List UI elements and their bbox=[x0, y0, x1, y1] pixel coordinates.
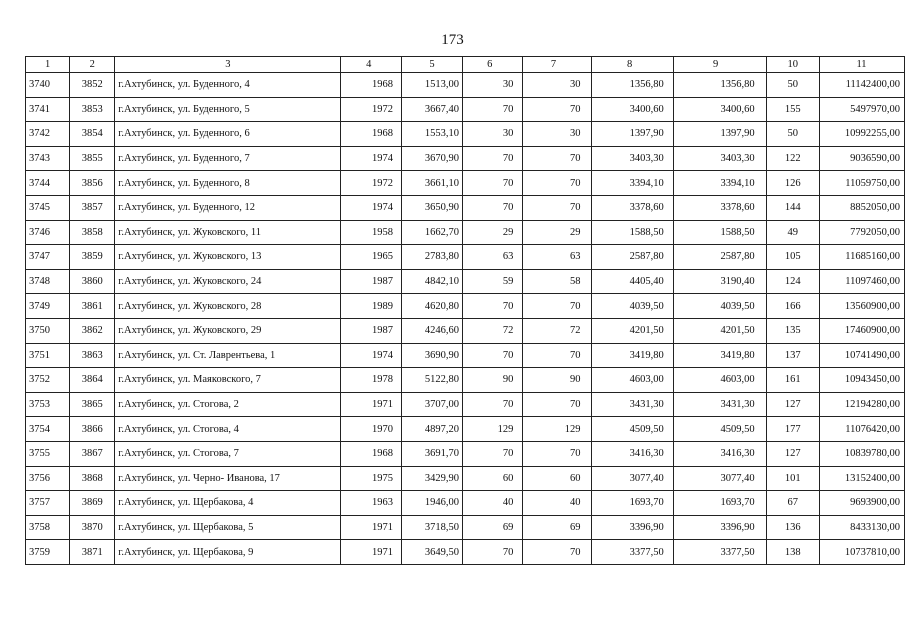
year-built-cell: 1972 bbox=[341, 171, 402, 196]
col10-value-cell: 50 bbox=[766, 122, 819, 147]
cost-value-cell: 10839780,00 bbox=[820, 441, 905, 466]
cost-value-cell: 11059750,00 bbox=[820, 171, 905, 196]
address-cell: г.Ахтубинск, ул. Буденного, 4 bbox=[115, 73, 341, 98]
col8-area-cell: 3077,40 bbox=[592, 466, 673, 491]
record-id-cell: 3747 bbox=[26, 245, 70, 270]
total-area-cell: 2783,80 bbox=[402, 245, 463, 270]
table-row bbox=[26, 540, 905, 565]
col7-value-cell: 70 bbox=[523, 392, 592, 417]
property-id-cell: 3867 bbox=[70, 441, 115, 466]
col8-area-cell: 3378,60 bbox=[592, 195, 673, 220]
property-id-cell: 3855 bbox=[70, 146, 115, 171]
col10-value-cell: 144 bbox=[766, 195, 819, 220]
cost-value-cell: 12194280,00 bbox=[820, 392, 905, 417]
total-area-cell: 1513,00 bbox=[402, 73, 463, 98]
total-area-cell: 3690,90 bbox=[402, 343, 463, 368]
table-row bbox=[26, 515, 905, 540]
column-header: 5 bbox=[402, 57, 463, 73]
col10-value-cell: 50 bbox=[766, 73, 819, 98]
col7-value-cell: 58 bbox=[523, 269, 592, 294]
table-row bbox=[26, 122, 905, 147]
cost-value-cell: 8433130,00 bbox=[820, 515, 905, 540]
total-area-cell: 1553,10 bbox=[402, 122, 463, 147]
year-built-cell: 1974 bbox=[341, 146, 402, 171]
total-area-cell: 1946,00 bbox=[402, 491, 463, 516]
col6-value-cell: 30 bbox=[463, 122, 523, 147]
record-id-cell: 3750 bbox=[26, 318, 70, 343]
col8-area-cell: 3394,10 bbox=[592, 171, 673, 196]
col8-area-cell: 1693,70 bbox=[592, 491, 673, 516]
col8-area-cell: 3419,80 bbox=[592, 343, 673, 368]
table-row bbox=[26, 343, 905, 368]
property-id-cell: 3860 bbox=[70, 269, 115, 294]
property-id-cell: 3854 bbox=[70, 122, 115, 147]
address-cell: г.Ахтубинск, ул. Щербакова, 5 bbox=[115, 515, 341, 540]
address-cell: г.Ахтубинск, ул. Жуковского, 13 bbox=[115, 245, 341, 270]
property-id-cell: 3865 bbox=[70, 392, 115, 417]
col7-value-cell: 90 bbox=[523, 368, 592, 393]
column-header: 4 bbox=[341, 57, 402, 73]
year-built-cell: 1963 bbox=[341, 491, 402, 516]
record-id-cell: 3742 bbox=[26, 122, 70, 147]
year-built-cell: 1958 bbox=[341, 220, 402, 245]
address-cell: г.Ахтубинск, ул. Жуковского, 24 bbox=[115, 269, 341, 294]
property-id-cell: 3859 bbox=[70, 245, 115, 270]
column-number-header-row bbox=[26, 57, 905, 73]
col7-value-cell: 63 bbox=[523, 245, 592, 270]
table-row bbox=[26, 368, 905, 393]
record-id-cell: 3755 bbox=[26, 441, 70, 466]
record-id-cell: 3745 bbox=[26, 195, 70, 220]
year-built-cell: 1975 bbox=[341, 466, 402, 491]
col7-value-cell: 29 bbox=[523, 220, 592, 245]
col8-area-cell: 3416,30 bbox=[592, 441, 673, 466]
year-built-cell: 1968 bbox=[341, 122, 402, 147]
record-id-cell: 3741 bbox=[26, 97, 70, 122]
year-built-cell: 1971 bbox=[341, 540, 402, 565]
record-id-cell: 3746 bbox=[26, 220, 70, 245]
col10-value-cell: 101 bbox=[766, 466, 819, 491]
col6-value-cell: 70 bbox=[463, 171, 523, 196]
total-area-cell: 3707,00 bbox=[402, 392, 463, 417]
col10-value-cell: 138 bbox=[766, 540, 819, 565]
address-cell: г.Ахтубинск, ул. Жуковского, 28 bbox=[115, 294, 341, 319]
total-area-cell: 3691,70 bbox=[402, 441, 463, 466]
table-row bbox=[26, 245, 905, 270]
column-header: 11 bbox=[820, 57, 905, 73]
total-area-cell: 4842,10 bbox=[402, 269, 463, 294]
col6-value-cell: 70 bbox=[463, 392, 523, 417]
year-built-cell: 1971 bbox=[341, 392, 402, 417]
table-body bbox=[26, 73, 905, 565]
address-cell: г.Ахтубинск, ул. Стогова, 2 bbox=[115, 392, 341, 417]
col10-value-cell: 177 bbox=[766, 417, 819, 442]
total-area-cell: 3718,50 bbox=[402, 515, 463, 540]
col6-value-cell: 63 bbox=[463, 245, 523, 270]
address-cell: г.Ахтубинск, ул. Черно- Иванова, 17 bbox=[115, 466, 341, 491]
total-area-cell: 4620,80 bbox=[402, 294, 463, 319]
column-header: 2 bbox=[70, 57, 115, 73]
col6-value-cell: 70 bbox=[463, 441, 523, 466]
column-header: 10 bbox=[766, 57, 819, 73]
cost-value-cell: 13152400,00 bbox=[820, 466, 905, 491]
year-built-cell: 1970 bbox=[341, 417, 402, 442]
column-header: 1 bbox=[26, 57, 70, 73]
record-id-cell: 3759 bbox=[26, 540, 70, 565]
property-id-cell: 3853 bbox=[70, 97, 115, 122]
col7-value-cell: 70 bbox=[523, 195, 592, 220]
total-area-cell: 4246,60 bbox=[402, 318, 463, 343]
address-cell: г.Ахтубинск, ул. Буденного, 12 bbox=[115, 195, 341, 220]
col8-area-cell: 3377,50 bbox=[592, 540, 673, 565]
property-id-cell: 3869 bbox=[70, 491, 115, 516]
col8-area-cell: 3396,90 bbox=[592, 515, 673, 540]
col9-area-cell: 4509,50 bbox=[673, 417, 766, 442]
col10-value-cell: 127 bbox=[766, 392, 819, 417]
col6-value-cell: 70 bbox=[463, 97, 523, 122]
col7-value-cell: 30 bbox=[523, 122, 592, 147]
table-row bbox=[26, 318, 905, 343]
col6-value-cell: 40 bbox=[463, 491, 523, 516]
year-built-cell: 1978 bbox=[341, 368, 402, 393]
col10-value-cell: 136 bbox=[766, 515, 819, 540]
col8-area-cell: 4039,50 bbox=[592, 294, 673, 319]
col7-value-cell: 70 bbox=[523, 343, 592, 368]
col9-area-cell: 1588,50 bbox=[673, 220, 766, 245]
cost-value-cell: 9693900,00 bbox=[820, 491, 905, 516]
col9-area-cell: 3419,80 bbox=[673, 343, 766, 368]
column-header: 3 bbox=[115, 57, 341, 73]
col8-area-cell: 1588,50 bbox=[592, 220, 673, 245]
col10-value-cell: 127 bbox=[766, 441, 819, 466]
cost-value-cell: 10741490,00 bbox=[820, 343, 905, 368]
record-id-cell: 3744 bbox=[26, 171, 70, 196]
address-cell: г.Ахтубинск, ул. Маяковского, 7 bbox=[115, 368, 341, 393]
table-row bbox=[26, 269, 905, 294]
col7-value-cell: 129 bbox=[523, 417, 592, 442]
total-area-cell: 3649,50 bbox=[402, 540, 463, 565]
col9-area-cell: 3394,10 bbox=[673, 171, 766, 196]
property-id-cell: 3866 bbox=[70, 417, 115, 442]
col9-area-cell: 4603,00 bbox=[673, 368, 766, 393]
housing-register-table bbox=[25, 56, 905, 565]
col9-area-cell: 3400,60 bbox=[673, 97, 766, 122]
col6-value-cell: 70 bbox=[463, 294, 523, 319]
col10-value-cell: 161 bbox=[766, 368, 819, 393]
table-row bbox=[26, 491, 905, 516]
col9-area-cell: 2587,80 bbox=[673, 245, 766, 270]
cost-value-cell: 10992255,00 bbox=[820, 122, 905, 147]
cost-value-cell: 11097460,00 bbox=[820, 269, 905, 294]
col9-area-cell: 3190,40 bbox=[673, 269, 766, 294]
cost-value-cell: 11076420,00 bbox=[820, 417, 905, 442]
address-cell: г.Ахтубинск, ул. Буденного, 8 bbox=[115, 171, 341, 196]
property-id-cell: 3858 bbox=[70, 220, 115, 245]
col9-area-cell: 4201,50 bbox=[673, 318, 766, 343]
year-built-cell: 1968 bbox=[341, 73, 402, 98]
property-id-cell: 3864 bbox=[70, 368, 115, 393]
table-row bbox=[26, 392, 905, 417]
col8-area-cell: 4603,00 bbox=[592, 368, 673, 393]
col6-value-cell: 59 bbox=[463, 269, 523, 294]
col7-value-cell: 70 bbox=[523, 97, 592, 122]
column-header: 7 bbox=[523, 57, 592, 73]
col6-value-cell: 69 bbox=[463, 515, 523, 540]
table-row bbox=[26, 417, 905, 442]
col7-value-cell: 72 bbox=[523, 318, 592, 343]
table-row bbox=[26, 97, 905, 122]
cost-value-cell: 11142400,00 bbox=[820, 73, 905, 98]
col8-area-cell: 3431,30 bbox=[592, 392, 673, 417]
column-header: 8 bbox=[592, 57, 673, 73]
cost-value-cell: 13560900,00 bbox=[820, 294, 905, 319]
cost-value-cell: 11685160,00 bbox=[820, 245, 905, 270]
col8-area-cell: 3400,60 bbox=[592, 97, 673, 122]
col8-area-cell: 1397,90 bbox=[592, 122, 673, 147]
col6-value-cell: 70 bbox=[463, 343, 523, 368]
col9-area-cell: 1693,70 bbox=[673, 491, 766, 516]
col10-value-cell: 122 bbox=[766, 146, 819, 171]
property-id-cell: 3861 bbox=[70, 294, 115, 319]
property-id-cell: 3857 bbox=[70, 195, 115, 220]
col6-value-cell: 90 bbox=[463, 368, 523, 393]
property-id-cell: 3863 bbox=[70, 343, 115, 368]
year-built-cell: 1965 bbox=[341, 245, 402, 270]
col7-value-cell: 70 bbox=[523, 171, 592, 196]
record-id-cell: 3748 bbox=[26, 269, 70, 294]
total-area-cell: 3667,40 bbox=[402, 97, 463, 122]
record-id-cell: 3757 bbox=[26, 491, 70, 516]
year-built-cell: 1989 bbox=[341, 294, 402, 319]
cost-value-cell: 5497970,00 bbox=[820, 97, 905, 122]
col6-value-cell: 72 bbox=[463, 318, 523, 343]
address-cell: г.Ахтубинск, ул. Буденного, 7 bbox=[115, 146, 341, 171]
address-cell: г.Ахтубинск, ул. Буденного, 5 bbox=[115, 97, 341, 122]
record-id-cell: 3752 bbox=[26, 368, 70, 393]
col6-value-cell: 60 bbox=[463, 466, 523, 491]
record-id-cell: 3740 bbox=[26, 73, 70, 98]
col10-value-cell: 124 bbox=[766, 269, 819, 294]
year-built-cell: 1987 bbox=[341, 318, 402, 343]
col9-area-cell: 1397,90 bbox=[673, 122, 766, 147]
address-cell: г.Ахтубинск, ул. Стогова, 4 bbox=[115, 417, 341, 442]
cost-value-cell: 17460900,00 bbox=[820, 318, 905, 343]
col6-value-cell: 70 bbox=[463, 195, 523, 220]
col7-value-cell: 70 bbox=[523, 146, 592, 171]
col6-value-cell: 129 bbox=[463, 417, 523, 442]
col10-value-cell: 135 bbox=[766, 318, 819, 343]
col9-area-cell: 4039,50 bbox=[673, 294, 766, 319]
total-area-cell: 3429,90 bbox=[402, 466, 463, 491]
property-id-cell: 3868 bbox=[70, 466, 115, 491]
col9-area-cell: 3378,60 bbox=[673, 195, 766, 220]
page-number: 173 bbox=[441, 32, 464, 48]
total-area-cell: 3661,10 bbox=[402, 171, 463, 196]
col6-value-cell: 29 bbox=[463, 220, 523, 245]
record-id-cell: 3749 bbox=[26, 294, 70, 319]
col10-value-cell: 155 bbox=[766, 97, 819, 122]
col7-value-cell: 69 bbox=[523, 515, 592, 540]
year-built-cell: 1968 bbox=[341, 441, 402, 466]
col7-value-cell: 30 bbox=[523, 73, 592, 98]
cost-value-cell: 7792050,00 bbox=[820, 220, 905, 245]
cost-value-cell: 10737810,00 bbox=[820, 540, 905, 565]
col10-value-cell: 137 bbox=[766, 343, 819, 368]
record-id-cell: 3751 bbox=[26, 343, 70, 368]
col9-area-cell: 3431,30 bbox=[673, 392, 766, 417]
year-built-cell: 1971 bbox=[341, 515, 402, 540]
record-id-cell: 3758 bbox=[26, 515, 70, 540]
col10-value-cell: 126 bbox=[766, 171, 819, 196]
col8-area-cell: 4405,40 bbox=[592, 269, 673, 294]
year-built-cell: 1974 bbox=[341, 343, 402, 368]
col8-area-cell: 4201,50 bbox=[592, 318, 673, 343]
table-row bbox=[26, 294, 905, 319]
total-area-cell: 1662,70 bbox=[402, 220, 463, 245]
col10-value-cell: 166 bbox=[766, 294, 819, 319]
address-cell: г.Ахтубинск, ул. Буденного, 6 bbox=[115, 122, 341, 147]
cost-value-cell: 10943450,00 bbox=[820, 368, 905, 393]
address-cell: г.Ахтубинск, ул. Жуковского, 11 bbox=[115, 220, 341, 245]
address-cell: г.Ахтубинск, ул. Щербакова, 4 bbox=[115, 491, 341, 516]
table-row bbox=[26, 195, 905, 220]
table-row bbox=[26, 441, 905, 466]
address-cell: г.Ахтубинск, ул. Жуковского, 29 bbox=[115, 318, 341, 343]
col10-value-cell: 67 bbox=[766, 491, 819, 516]
col8-area-cell: 2587,80 bbox=[592, 245, 673, 270]
address-cell: г.Ахтубинск, ул. Стогова, 7 bbox=[115, 441, 341, 466]
cost-value-cell: 9036590,00 bbox=[820, 146, 905, 171]
property-id-cell: 3862 bbox=[70, 318, 115, 343]
record-id-cell: 3753 bbox=[26, 392, 70, 417]
table-row bbox=[26, 73, 905, 98]
property-id-cell: 3870 bbox=[70, 515, 115, 540]
record-id-cell: 3743 bbox=[26, 146, 70, 171]
total-area-cell: 3670,90 bbox=[402, 146, 463, 171]
col8-area-cell: 3403,30 bbox=[592, 146, 673, 171]
col10-value-cell: 49 bbox=[766, 220, 819, 245]
col7-value-cell: 70 bbox=[523, 441, 592, 466]
col9-area-cell: 3403,30 bbox=[673, 146, 766, 171]
column-header: 9 bbox=[673, 57, 766, 73]
col9-area-cell: 3077,40 bbox=[673, 466, 766, 491]
total-area-cell: 4897,20 bbox=[402, 417, 463, 442]
record-id-cell: 3756 bbox=[26, 466, 70, 491]
col7-value-cell: 70 bbox=[523, 540, 592, 565]
address-cell: г.Ахтубинск, ул. Щербакова, 9 bbox=[115, 540, 341, 565]
cost-value-cell: 8852050,00 bbox=[820, 195, 905, 220]
col7-value-cell: 60 bbox=[523, 466, 592, 491]
col8-area-cell: 1356,80 bbox=[592, 73, 673, 98]
column-header: 6 bbox=[463, 57, 523, 73]
col6-value-cell: 30 bbox=[463, 73, 523, 98]
col7-value-cell: 40 bbox=[523, 491, 592, 516]
col9-area-cell: 3396,90 bbox=[673, 515, 766, 540]
col7-value-cell: 70 bbox=[523, 294, 592, 319]
col6-value-cell: 70 bbox=[463, 540, 523, 565]
col9-area-cell: 3377,50 bbox=[673, 540, 766, 565]
col10-value-cell: 105 bbox=[766, 245, 819, 270]
property-id-cell: 3871 bbox=[70, 540, 115, 565]
property-id-cell: 3856 bbox=[70, 171, 115, 196]
year-built-cell: 1972 bbox=[341, 97, 402, 122]
col9-area-cell: 1356,80 bbox=[673, 73, 766, 98]
table-row bbox=[26, 220, 905, 245]
year-built-cell: 1987 bbox=[341, 269, 402, 294]
col6-value-cell: 70 bbox=[463, 146, 523, 171]
total-area-cell: 3650,90 bbox=[402, 195, 463, 220]
total-area-cell: 5122,80 bbox=[402, 368, 463, 393]
table-row bbox=[26, 466, 905, 491]
col9-area-cell: 3416,30 bbox=[673, 441, 766, 466]
table-row bbox=[26, 171, 905, 196]
year-built-cell: 1974 bbox=[341, 195, 402, 220]
record-id-cell: 3754 bbox=[26, 417, 70, 442]
address-cell: г.Ахтубинск, ул. Ст. Лаврентьева, 1 bbox=[115, 343, 341, 368]
col8-area-cell: 4509,50 bbox=[592, 417, 673, 442]
property-id-cell: 3852 bbox=[70, 73, 115, 98]
table-row bbox=[26, 146, 905, 171]
